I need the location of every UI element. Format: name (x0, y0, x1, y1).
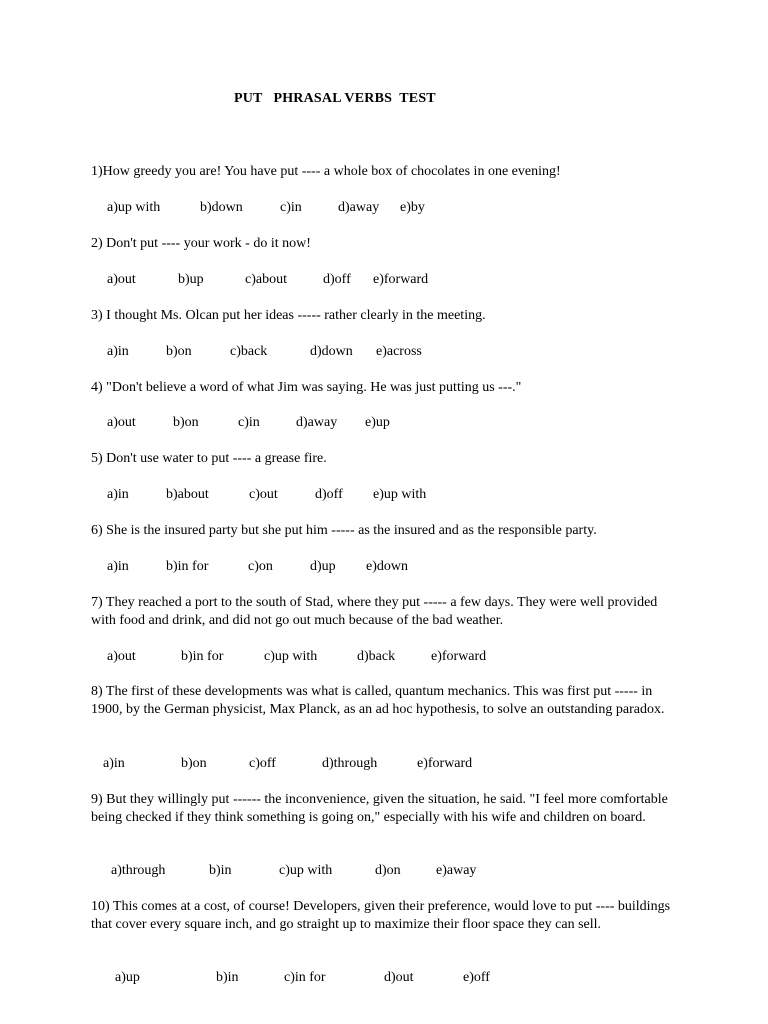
option-a: a)through (111, 863, 166, 878)
option-b: b)in for (166, 559, 209, 574)
option-c: c)in for (284, 970, 326, 985)
option-a: a)in (107, 487, 129, 502)
option-c: c)in (238, 415, 260, 430)
option-b: b)in (209, 863, 232, 878)
option-e: e)forward (373, 272, 429, 287)
question-4-options (0, 414, 680, 432)
question-5-text: 5) Don't use water to put ---- a grease fire. (91, 451, 327, 466)
question-1-options (0, 199, 680, 217)
option-a: a)up (115, 970, 140, 985)
option-b: b)up (178, 272, 204, 287)
option-a: a)out (107, 272, 136, 287)
option-c: c)back (230, 344, 268, 359)
option-a: a)in (107, 344, 129, 359)
option-c: c)up with (279, 863, 333, 878)
option-b: b)in for (181, 649, 224, 664)
option-e: e)forward (417, 756, 473, 771)
question-4-text: 4) "Don't believe a word of what Jim was saying. He was just putting us ---." (91, 380, 522, 395)
option-c: c)about (245, 272, 287, 287)
option-c: c)up with (264, 649, 318, 664)
question-5-options (0, 486, 680, 504)
question-2-text: 2) Don't put ---- your work - do it now! (91, 236, 311, 251)
option-d: d)back (357, 649, 396, 664)
question-1-text: 1)How greedy you are! You have put ---- a whole box of chocolates in one evening! (91, 164, 561, 179)
option-b: b)about (166, 487, 209, 502)
option-e: e)down (366, 559, 408, 574)
option-b: b)on (173, 415, 199, 430)
question-3-text: 3) I thought Ms. Olcan put her ideas ----- rather clearly in the meeting. (91, 308, 486, 323)
question-3-options (0, 343, 680, 361)
question-9-options (0, 862, 680, 880)
option-b: b)on (166, 344, 192, 359)
option-c: c)in (280, 200, 302, 215)
option-e: e)by (400, 200, 425, 215)
question-10-options (0, 969, 680, 987)
question-10-text: 10) This comes at a cost, of course! Developers, given their preference, would love to put ---- buildings that cover every square inch, and go straight up to maximize their floor space they can sell. (91, 899, 671, 932)
question-8-text: 8) The first of these developments was what is called, quantum mechanics. This was first put ----- in 1900, by the German physicist, Max Planck, as an ad hoc hypothesis, to solve an outstanding paradox. (91, 684, 665, 717)
option-a: a)in (107, 559, 129, 574)
option-d: d)out (384, 970, 414, 985)
option-e: e)away (436, 863, 477, 878)
option-d: d)off (323, 272, 351, 287)
option-a: a)up with (107, 200, 161, 215)
option-a: a)out (107, 415, 136, 430)
option-e: e)across (376, 344, 422, 359)
option-a: a)in (103, 756, 125, 771)
option-c: c)out (249, 487, 278, 502)
option-a: a)out (107, 649, 136, 664)
option-e: e)off (463, 970, 490, 985)
option-c: c)off (249, 756, 276, 771)
option-d: d)away (296, 415, 338, 430)
question-2-options (0, 271, 680, 289)
option-d: d)away (338, 200, 380, 215)
option-d: d)off (315, 487, 343, 502)
option-c: c)on (248, 559, 273, 574)
option-b: b)down (200, 200, 243, 215)
option-d: d)on (375, 863, 401, 878)
option-e: e)up with (373, 487, 427, 502)
option-b: b)on (181, 756, 207, 771)
question-8-options (0, 755, 680, 773)
option-d: d)through (322, 756, 378, 771)
option-d: d)down (310, 344, 353, 359)
option-b: b)in (216, 970, 239, 985)
question-6-text: 6) She is the insured party but she put him ----- as the insured and as the responsible party. (91, 523, 597, 538)
question-7-text: 7) They reached a port to the south of Stad, where they put ----- a few days. They were well provided with food and drink, and did not go out much because of the bad weather. (91, 595, 658, 628)
question-9-text: 9) But they willingly put ------ the inconvenience, given the situation, he said. "I feel more comfortable being checked if they think something is going on," especially with his wife and children on board. (91, 792, 668, 825)
option-e: e)forward (431, 649, 487, 664)
option-e: e)up (365, 415, 390, 430)
option-d: d)up (310, 559, 336, 574)
question-7-options (0, 648, 680, 666)
page-title: PUT PHRASAL VERBS TEST (234, 91, 436, 106)
question-6-options (0, 558, 680, 576)
